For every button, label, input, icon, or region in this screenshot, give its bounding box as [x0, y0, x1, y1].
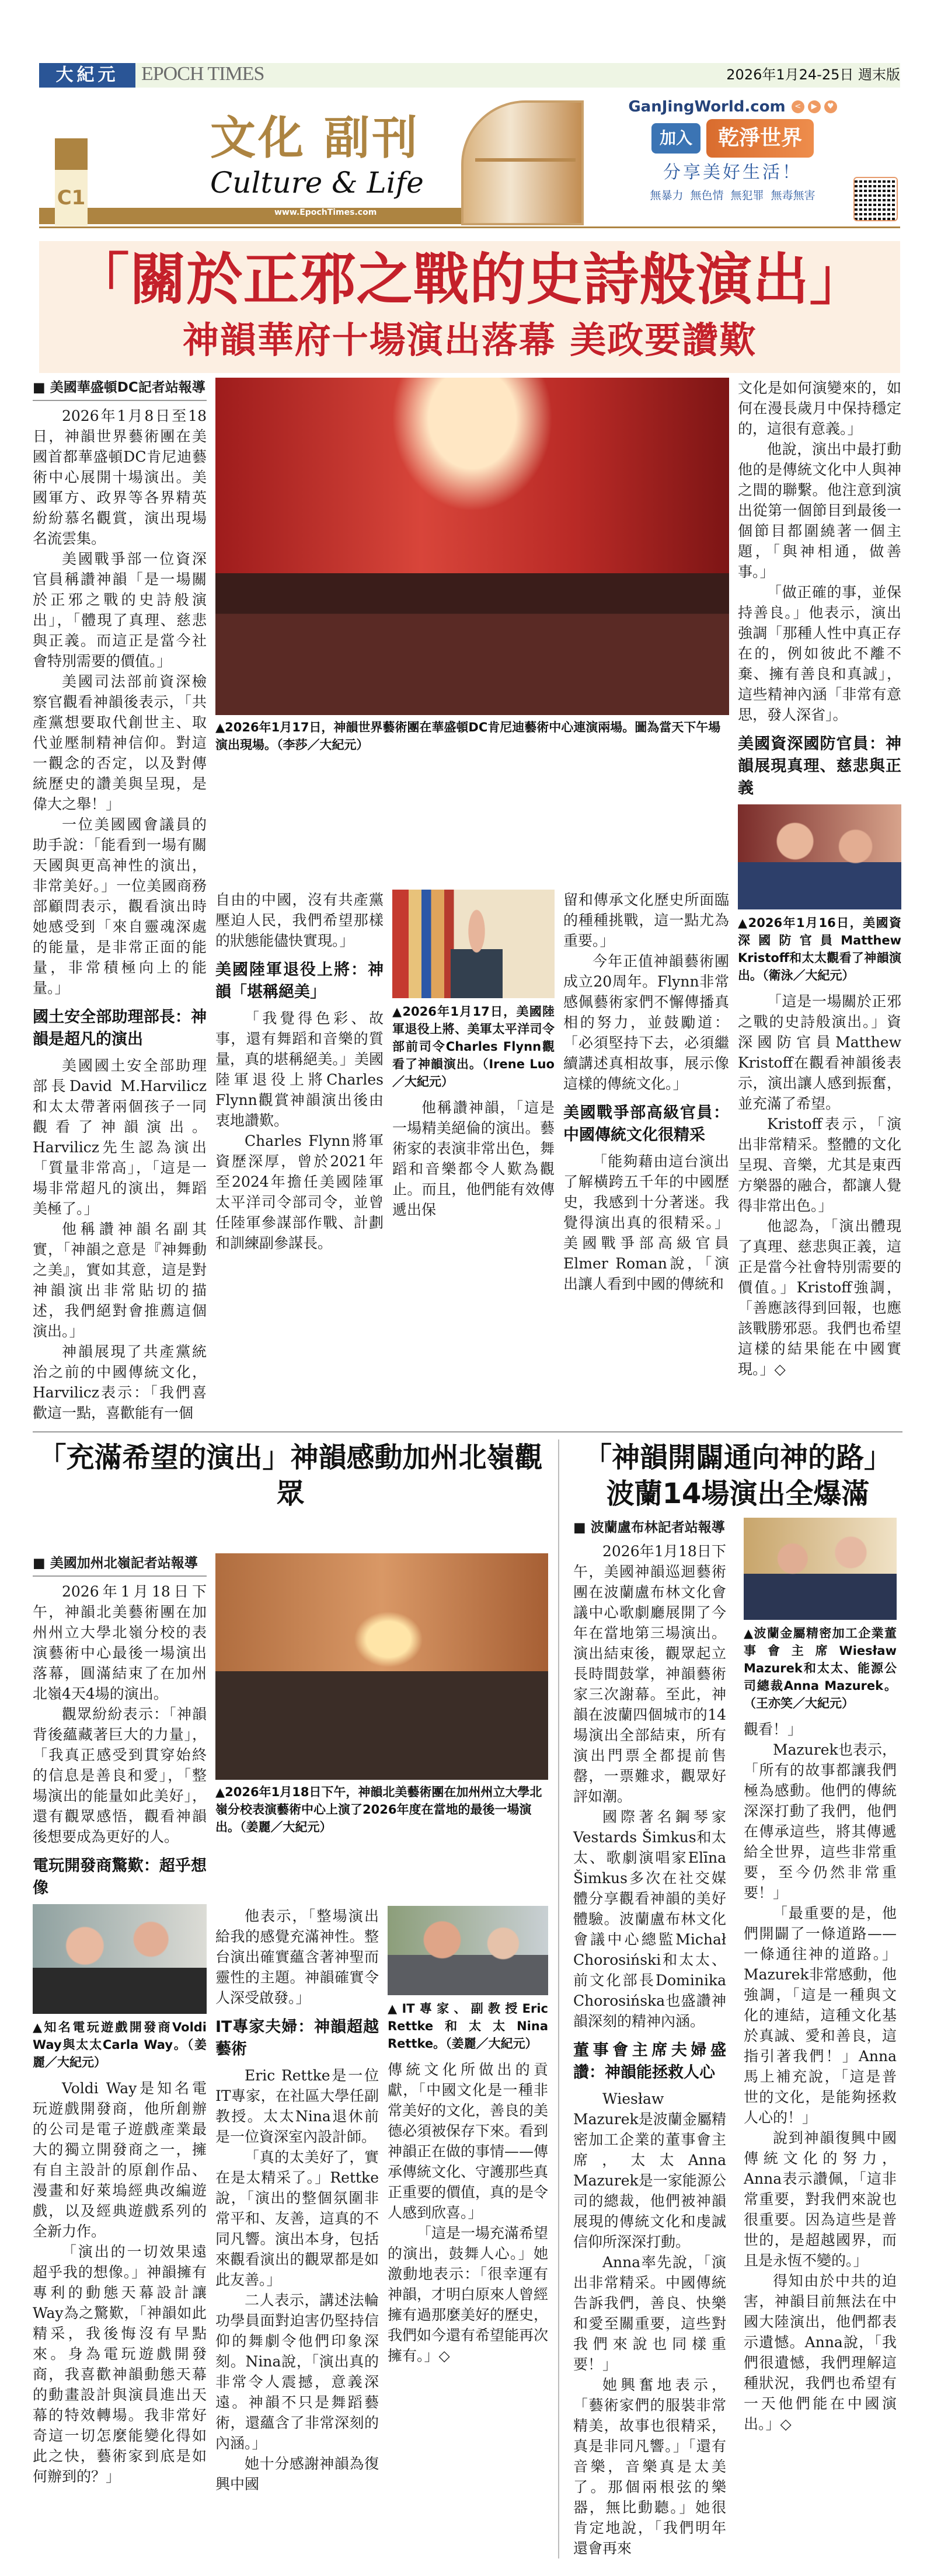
- masthead: [0, 0, 934, 233]
- section-title-block: [210, 112, 455, 201]
- header-rule: [39, 226, 900, 228]
- page-number: C1: [55, 170, 88, 226]
- ad-join-bubble[interactable]: 加入: [651, 123, 700, 154]
- paragraph: 2026年1月18日下午，美國神韻巡迴藝術團在波蘭盧布林文化會議中心歌劇廳展開了今年在當地第三場演出。演出結束後，觀眾起立長時間鼓掌，神韻藝術家三次謝幕。至此，神韻在波蘭四個城市的14場演出全部結束，所有演出門票全都提前售罄，一票難求，觀眾好評如潮。: [573, 1543, 726, 1805]
- subheading: 美國陸軍退役上將：神韻「堪稱絕美」: [215, 961, 384, 1001]
- paragraph: 「真的太美好了，實在是太精采了。」Rettke說，「演出的整個氛圍非常平和、友善，這真的不同凡響。演出本身，包括來觀看演出的觀眾都是如此友善。」: [215, 2149, 379, 2289]
- ad-site-name[interactable]: GanJingWorld.com: [628, 98, 786, 116]
- paragraph: 「演出的一切效果遠超乎我的想像。」神韻擁有專利的動態天幕設計讓Way為之驚歎，「神韻如此精采，我後悔沒有早點來。身為電玩遊戲開發商，我喜歡神韻動態天幕的動畫設計與演員進出天幕的特效轉場。我非常好奇這一切怎麼能變化得如此之快，藝術家到底是如何辦到的？」: [33, 2243, 207, 2486]
- way-photo: [33, 1904, 207, 2014]
- paragraph: 「能夠藉由這台演出了解橫跨五千年的中國歷史，我感到十分著迷。我覺得演出真的很精采。」美國戰爭部高級官員Elmer Roman說，「演出讓人看到中國的傳統和: [563, 1153, 729, 1292]
- paragraph: 二人表示，講述法輪功學員面對迫害仍堅持信仰的舞劇令他們印象深刻。Nina說，「演出真的非常令人震撼，意義深遠。神韻不只是舞蹈藝術，還蘊含了非常深刻的內涵。」: [215, 2292, 379, 2452]
- paragraph: 「做正確的事，並保持善良。」他表示，演出強調「那種人性中真正存在的，例如彼此不離不棄、擁有善良和真誠」，這些精神內涵「非常有意思，發人深省」。: [738, 584, 901, 723]
- paragraph: 神韻展現了共產黨統治之前的中國傳統文化，Harvilicz表示：「我們喜歡這一點，喜歡能有一個: [33, 1343, 207, 1421]
- epoch-times-wordmark: EPOCH TIMES: [141, 63, 264, 85]
- issue-date: 2026年1月24-25日 週末版: [726, 67, 900, 83]
- paragraph: Charles Flynn將軍資歷深厚，曾於2021年至2024年擔任美國陸軍太平洋司令部司令，並曾任陸軍參謀部作戰、計劃和訓練副參謀長。: [215, 1132, 384, 1252]
- paragraph: Voldi Way是知名電玩遊戲開發商，他所創辦的公司是電子遊戲產業最大的獨立開發商之一，擁有自主設計的原創作品、漫畫和好萊塢經典改編遊戲，以及經典遊戲系列的全新力作。: [33, 2080, 207, 2240]
- paragraph: 「最重要的是，他們開闢了一條道路——一條通往神的道路。」Mazurek非常感動，他強調，「這是一種與文化的連結，這種文化基於真誠、愛和善良，這指引著我們！」Anna馬上補充說，「這是普世的文化，是能夠拯救人心的！」: [744, 1905, 897, 2126]
- ad-tag: 無暴力: [650, 189, 684, 202]
- ad-site-row: [628, 98, 837, 116]
- headline-band: [39, 241, 900, 373]
- way-photo-figure: [33, 1904, 207, 2071]
- kristoff-photo-figure: [738, 804, 901, 984]
- paragraph: 她興奮地表示，「藝術家們的服裝非常精美，故事也很精采，真是非同凡響。」「還有音樂，音樂真是太美了。那個兩根弦的樂器，無比動聽。」她很肯定地說，「我們明年還會再來: [573, 2376, 726, 2557]
- paragraph: 美國戰爭部一位資深官員稱讚神韻「是一場關於正邪之戰的史詩般演出」，「體現了真理、慈悲與正義。而這正是當今社會特別需要的價值。」: [33, 550, 207, 670]
- article1-column-1: [33, 378, 207, 1423]
- subheading: 國土安全部助理部長：神韻是超凡的演出: [33, 1008, 207, 1048]
- paragraph: 他稱讚神韻名副其實，「神韻之意是『神舞動之美』，實如其意，這是對神韻演出非常貼切的描述，我們絕對會推薦這個演出。」: [33, 1221, 207, 1340]
- rettke-photo-figure: [388, 1906, 548, 2052]
- column-divider: [558, 1439, 559, 2558]
- flynn-photo: [392, 890, 555, 998]
- paragraph: 自由的中國，沒有共產黨壓迫人民，我們希望那樣的狀態能儘快實現。」: [215, 891, 384, 949]
- paragraph: 說到神韻復興中國傳統文化的努力，Anna表示讚佩，「這非常重要，對我們來說也很重要。因為這些是普世的，是超越國界，而且是永恆不變的。」: [744, 2129, 897, 2269]
- main-headline: 「關於正邪之戰的史詩般演出」: [73, 247, 866, 312]
- article3-headline-line-1: 「神韻開闢通向神的路」: [583, 1441, 892, 1474]
- subheading: 董事會主席夫婦盛讚：神韻能拯救人心: [573, 2041, 726, 2082]
- photo-caption: ▲2026年1月17日，美國陸軍退役上將、美軍太平洋司令部前司令Charles Flynn觀看了神韻演出。（Irene Luo／大紀元）: [392, 1005, 555, 1089]
- paragraph: 國際著名鋼琴家Vestards Šimkus和太太、歌劇演唱家Elīna Šimkus多次在社交媒體分享觀看神韻的美好體驗。波蘭盧布林文化會議中心總監Michał Chorosiński和太太、前文化部長Dominika Chorosińska也盛讚神韻深刻的精神內涵。: [573, 1808, 726, 2030]
- article3-column-1: [573, 1518, 726, 2558]
- paragraph: 2026年1月8日至18日，神韻世界藝術團在美國首都華盛頓DC肯尼迪藝術中心展開十場演出。美國軍方、政界等各界精英紛紛慕名觀賞，演出現場名流雲集。: [33, 407, 207, 547]
- kristoff-photo: [738, 804, 901, 909]
- paragraph: 他認為，「演出體現了真理、慈悲與正義，這正是當今社會特別需要的價值。」Kristoff強調，「善應該得到回報，也應該戰勝邪惡。我們也希望這樣的結果能在中國實現。」◇: [738, 1218, 901, 1378]
- paragraph: 2026年1月18日下午，神韻北美藝術團在加州州立大學北嶺分校的表演藝術中心最後一場演出落幕，圓滿結束了在加州北嶺4天4場的演出。: [33, 1583, 207, 1703]
- photo-caption: ▲波蘭金屬精密加工企業董事會主席Wiesław Mazurek和太太、能源公司總裁Anna Mazurek。（王亦笑／大紀元）: [744, 1626, 897, 1710]
- article2: [33, 1432, 549, 2558]
- main-subheadline: 神韻華府十場演出落幕 美政要讚歎: [182, 319, 757, 361]
- ad-join-row: [651, 119, 814, 158]
- paragraph: 「這是一場關於正邪之戰的史詩般演出。」資深國防官員Matthew Kristoff在觀看神韻後表示，演出讓人感到振奮，並充滿了希望。: [738, 993, 901, 1112]
- photo-caption: ▲知名電玩遊戲開發商Voldi Way與太太Carla Way。（姜麗／大紀元）: [33, 2020, 207, 2070]
- paragraph: 她十分感謝神韻為復興中國: [215, 2455, 379, 2493]
- article1-column-2: [215, 890, 384, 1253]
- paragraph: 今年正值神韻藝術團成立20周年。Flynn非常感佩藝術家們不懈傳播真相的努力，並鼓勵道：「必須堅持下去，必須繼續講述真相故事，展示像這樣的傳統文化。」: [563, 953, 729, 1092]
- byline: ■ 美國華盛頓DC記者站報導: [33, 378, 207, 401]
- play-icon: ▶: [808, 100, 821, 113]
- flynn-photo-figure: [392, 890, 555, 1090]
- heart-icon: ♥: [824, 100, 837, 113]
- ad-brand[interactable]: 乾淨世界: [706, 119, 814, 158]
- article3-headline: [573, 1439, 902, 1512]
- article1-column-3: [392, 890, 555, 1220]
- ad-icons: [792, 100, 837, 113]
- paragraph: 美國國土安全部助理部長David M.Harvilicz和太太帶著兩個孩子一同觀看了神韻演出。Harvilicz先生認為演出「質量非常高」，「這是一場非常超凡的演出，舞蹈美極了。」: [33, 1057, 207, 1217]
- bookshelf-illustration: [461, 100, 584, 225]
- qr-code[interactable]: [853, 177, 898, 221]
- byline: ■ 波蘭盧布林記者站報導: [573, 1518, 726, 1540]
- article2-photo-figure: [215, 1553, 548, 1836]
- paragraph: 「這是一場充滿希望的演出，鼓舞人心。」她激動地表示：「很幸運有神韻，才明白原來人曾經擁有過那麼美好的歷史，我們如今還有希望能再次擁有。」◇: [388, 2225, 549, 2365]
- page-tab-decoration: [55, 138, 88, 170]
- section-title: 文化 副刊: [210, 112, 420, 165]
- ganjingworld-ad[interactable]: [619, 98, 846, 203]
- article3-column-2: [744, 1518, 897, 2434]
- ad-tag: 無犯罪: [730, 189, 764, 202]
- mazurek-photo: [744, 1518, 897, 1620]
- paragraph: 留和傳承文化歷史所面臨的種種挑戰，這一點尤為重要。」: [563, 891, 729, 949]
- paragraph: 傳統文化所做出的貢獻，「中國文化是一種非常美好的文化，善良的美德必須被保存下來。看到神韻正在做的事情——傳承傳統文化、守護那些真正重要的價值，真的是令人感到欣喜。」: [388, 2061, 549, 2222]
- ad-tags: [650, 188, 815, 203]
- article3: [573, 1432, 902, 2558]
- ad-tag: 無色情: [690, 189, 724, 202]
- northridge-theater-photo: [215, 1553, 548, 1780]
- paragraph: 「我覺得色彩、故事，還有舞蹈和音樂的質量，真的堪稱絕美。」美國陸軍退役上將Charles Flynn觀賞神韻演出後由衷地讚歎。: [215, 1010, 384, 1129]
- subheading: 美國戰爭部高級官員：中國傳統文化很精采: [563, 1104, 729, 1144]
- article2-column-2: [215, 1906, 379, 2494]
- site-url[interactable]: www.EpochTimes.com: [274, 208, 377, 217]
- article2-headline: 「充滿希望的演出」神韻感動加州北嶺觀眾: [38, 1441, 543, 1510]
- paragraph: Anna率先說，「演出非常精采。中國傳統告訴我們，善良、快樂和愛至關重要，這些對我們來說也同樣重要！」: [573, 2254, 726, 2373]
- paragraph: 觀眾紛紛表示：「神韻背後蘊藏著巨大的力量」，「我真正感受到貫穿始終的信息是善良和愛」，「整場演出的能量如此美好」，還有觀眾感悟，觀看神韻後想要成為更好的人。: [33, 1706, 207, 1846]
- subheading: IT專家夫婦：神韻超越藝術: [215, 2018, 379, 2059]
- article3-headline-line-2: 波蘭14場演出全爆滿: [606, 1477, 870, 1510]
- article2-column-1: [33, 1553, 207, 2487]
- paragraph: Mazurek也表示，「所有的故事都讓我們極為感動。他們的傳統深深打動了我們，他們在傳承這些，將其傳遞給全世界，這些非常重要，至今仍然非常重要！」: [744, 1741, 897, 1901]
- paragraph: 得知由於中共的迫害，神韻目前無法在中國大陸演出，他們都表示遺憾。Anna說，「我們很遺憾，我們理解這種狀況，我們也希望有一天他們能在中國演出。」◇: [744, 2272, 897, 2432]
- article1-column-5: [738, 378, 901, 1379]
- ad-tag: 無毒無害: [771, 189, 815, 202]
- article2-column-3: [388, 1906, 548, 2366]
- paragraph: Wiesław Mazurek是波蘭金屬精密加工企業的董事會主席，太太Anna Mazurek是一家能源公司的總裁，他們被神韻展現的傳統文化和虔誠信仰所深深打動。: [573, 2090, 726, 2250]
- subheading: 電玩開發商驚歎：超乎想像: [33, 1857, 207, 1898]
- subheading: 美國資深國防官員：神韻展現真理、慈悲與正義: [738, 735, 901, 797]
- share-icon: <: [792, 100, 804, 113]
- ad-slogan: 分享美好生活！: [663, 162, 802, 183]
- rettke-photo: [388, 1906, 548, 1995]
- paragraph: Kristoff表示，「演出非常精采。整體的文化呈現、音樂，尤其是東西方樂器的融合，都讓人覺得非常出色。」: [738, 1116, 901, 1214]
- article3-columns: [573, 1518, 902, 2558]
- paragraph: 他說，演出中最打動他的是傳統文化中人與神之間的聯繫。他注意到演出從第一個節目到最後一個節目都圍繞著一個主題，「與神相通，做善事。」: [738, 441, 901, 580]
- kennedy-center-theater-photo: [215, 378, 729, 715]
- article2-photo-caption: ▲2026年1月18日下午，神韻北美藝術團在加州州立大學北嶺分校表演藝術中心上演了2026年度在當地的最後一場演出。（姜麗／大紀元）: [215, 1785, 542, 1835]
- paragraph: 美國司法部前資深檢察官觀看神韻後表示，「共產黨想要取代創世主、取代並壓制精神信仰。對這一觀念的否定，以及對傳統歷史的讚美與呈現，是偉大之舉！」: [33, 673, 207, 813]
- paragraph: 他表示，「整場演出給我的感覺充滿神性。整台演出確實蘊含著神聖而靈性的主題。神韻確實令人深受啟發。」: [215, 1908, 379, 2007]
- paragraph: 文化是如何演變來的，如何在漫長歲月中保持穩定的，這很有意義。」: [738, 379, 901, 437]
- article1-column-4: [563, 890, 729, 1294]
- paragraph: 觀看！」: [744, 1721, 803, 1738]
- epoch-times-logo: 大紀元: [39, 63, 135, 88]
- paragraph: Eric Rettke是一位IT專家，在社區大學任副教授。太太Nina退休前是一位資深室內設計師。: [215, 2067, 379, 2146]
- main-photo-caption: ▲2026年1月17日，神韻世界藝術團在華盛頓DC肯尼迪藝術中心連演兩場。圖為當天下午場演出現場。（李莎／大紀元）: [215, 720, 721, 752]
- lower-section: [33, 1432, 902, 2558]
- section-subtitle: Culture & Life: [210, 166, 424, 200]
- paragraph: 一位美國國會議員的助手說：「能看到一場有關天國與更高神性的演出，非常美好。」一位美國商務部顧問表示，觀看演出時她感受到「來自靈魂深處的能量，是非常正面的能量，非常積極向上的能量。」: [33, 816, 207, 996]
- main-photo-figure: [215, 378, 729, 754]
- photo-caption: ▲IT專家、副教授Eric Rettke和太太Nina Rettke。（姜麗／大紀元）: [388, 2002, 548, 2051]
- mazurek-photo-figure: [744, 1518, 897, 1712]
- byline: ■ 美國加州北嶺記者站報導: [33, 1553, 207, 1577]
- photo-caption: ▲2026年1月16日，美國資深國防官員Matthew Kristoff和太太觀看了神韻演出。（衛泳／大紀元）: [738, 916, 901, 982]
- article1: [33, 378, 902, 1423]
- paragraph: 他稱讚神韻，「這是一場精美絕倫的演出。藝術家的表演非常出色，舞蹈和音樂都令人歎為觀止。而且，他們能有效傳遞出保: [392, 1099, 555, 1218]
